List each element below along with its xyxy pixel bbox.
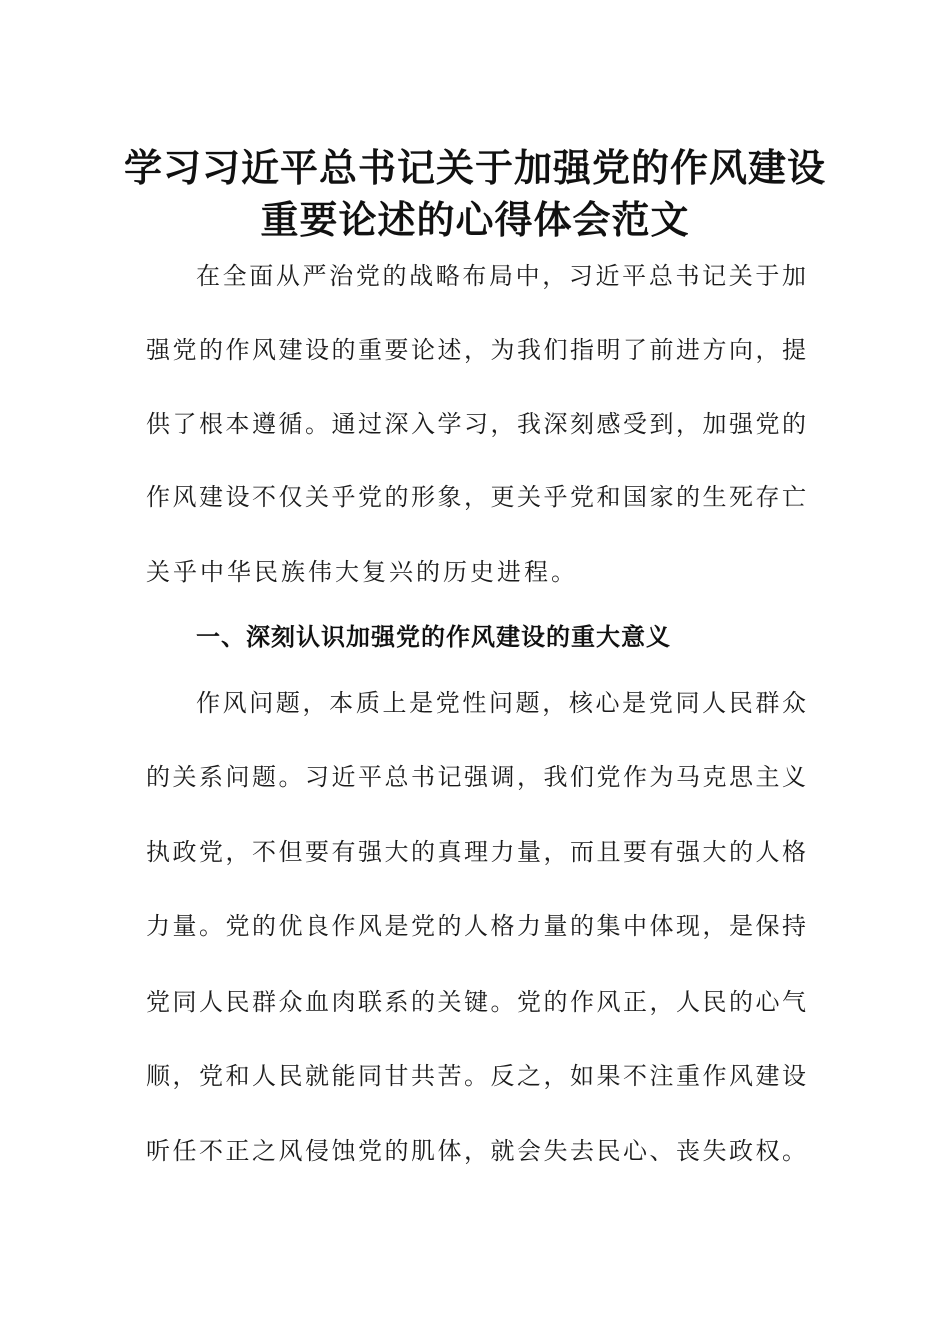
paragraph-2-line-3: 执政党，不但要有强大的真理力量，而且要有强大的人格 xyxy=(146,838,806,866)
document-title-line-2: 重要论述的心得体会范文 xyxy=(260,197,690,242)
paragraph-1-line-5: 关乎中华民族伟大复兴的历史进程。 xyxy=(146,558,578,586)
paragraph-2-line-1: 作风问题，本质上是党性问题，核心是党同人民群众 xyxy=(196,689,806,717)
paragraph-2-line-6: 顺，党和人民就能同甘共苦。反之，如果不注重作风建设 xyxy=(146,1062,806,1090)
paragraph-2-line-2: 的关系问题。习近平总书记强调，我们党作为马克思主义 xyxy=(146,763,806,791)
paragraph-2-line-4: 力量。党的优良作风是党的人格力量的集中体现，是保持 xyxy=(146,912,806,940)
paragraph-1-line-1: 在全面从严治党的战略布局中，习近平总书记关于加 xyxy=(196,262,806,290)
document-title-line-1: 学习习近平总书记关于加强党的作风建设 xyxy=(123,145,826,190)
paragraph-2-line-5: 党同人民群众血肉联系的关键。党的作风正，人民的心气 xyxy=(146,988,806,1016)
paragraph-1-line-2: 强党的作风建设的重要论述，为我们指明了前进方向，提 xyxy=(146,336,806,364)
paragraph-2-line-7: 听任不正之风侵蚀党的肌体，就会失去民心、丧失政权。 xyxy=(146,1137,806,1165)
paragraph-1-line-4: 作风建设不仅关乎党的形象，更关乎党和国家的生死存亡 xyxy=(146,483,806,511)
paragraph-1-line-3: 供了根本遵循。通过深入学习，我深刻感受到，加强党的 xyxy=(146,410,806,438)
section-1-heading: 一、深刻认识加强党的作风建设的重大意义 xyxy=(196,623,671,651)
